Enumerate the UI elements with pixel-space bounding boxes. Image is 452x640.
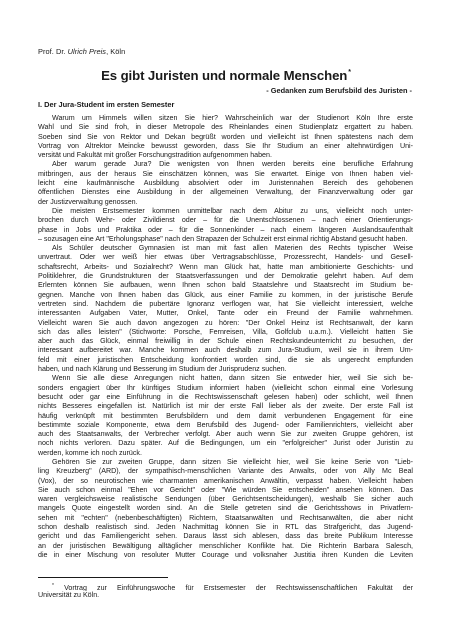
body-text [38,114,413,560]
text-line: Warum um Himmels willen sitzen Sie hier? Wahrscheinlich war der Studienort Köln Ihre erste [52,114,413,122]
text-line: vertreten sind. Nachdem die pubertäre Ignoranz verflogen war, hat Sie vielleicht interessiert, welche [38,299,413,308]
text-line: interessant aufbereitet war. Manche kommen auch deshalb zum Jura-Studium, weil sie in ihrem Um- [38,346,413,355]
footnote-line [38,582,413,591]
text-line: sonders engagiert über Ihr künftiges Studium informiert haben (vielleicht schon einmal eine Vorlesung [38,383,413,392]
title-footnote-mark: * [348,69,351,76]
text-line: (Vox), der so neurotischen wie charmanten amerikanischen Anwältin, verpasst haben. Vielleicht haben [38,476,413,485]
section-heading: I. Der Jura-Student im ersten Semester [38,100,175,109]
text-line: Vielleicht waren Sie auch davon angezogen zu hören: "Der Onkel Heinz ist Rechtsanwalt, der kann [38,318,413,327]
footnote-line: Universität zu Köln. [38,591,100,600]
text-line: nichts Besseres eingefallen ist. Natürlich ist mir der erste Fall lieber als der zweite. Der erste Fall ist [38,402,413,411]
text-line: unvertraut. Oder wer weiß hier etwas über Vertragsabschlüsse, Prozessrecht, Handels- und Gesell- [38,253,413,262]
footnote-divider [38,577,168,578]
text-line: brochen durch Wehr- oder Zivildienst oder – für die Unentschlossenen – nach einer Orientierungs- [38,216,413,225]
text-line: sich das alles leisten" (Stichworte: Porsche, Fernreisen, Villa, Golfclub u.a.m.). Vielleicht hatten Sie [38,327,413,336]
footnote [38,582,413,601]
footnote-text: Vortrag zur Einführungswoche für Erstsemester der Rechtswissenschaftlichen Fakultät der [64,584,413,592]
author-suffix: , Köln [106,47,126,56]
author-line [38,47,125,56]
text-line: Aber warum gerade Jura? Die wenigsten von Ihnen werden bereits eine berufliche Erfahrung [52,160,413,169]
text-line: Vortrag von Altrektor Meincke bewusst geworden, dass Sie Ihr Studium an einer altehrwürdigen Uni- [38,141,413,150]
text-line: feld mit einer juristischen Entscheidung konfrontiert worden sind, die sie als ungerecht empfunden [38,355,413,364]
author-name: Ulrich Preis [67,47,107,56]
text-line: schon deshalb realistisch sind. Jeden Nachmittag können Sie in RTL das Strafgericht, das Jugend- [38,523,413,532]
text-line: Sie auch schon einmal "Ehen vor Gericht" oder "Wie würden Sie entscheiden" ansehen können. Das [38,485,413,494]
text-line: versität und Fakultät mit großer Forschungstradition aufgenommen haben. [38,151,272,160]
text-line: ling Kreuzberg" (ARD), der sympathisch-menschlichen Variante des Anwalts, oder von Ally Mc Beal [38,467,413,476]
text-line: aber auch das Glück, einmal freiwillig in der Schule einen Rechtskundeunterricht zu besuchen, der [38,337,413,346]
text-line: Erlernten können Sie aufbauen, wenn Ihnen schon bald Staatslehre und Staatsrecht im Studium be- [38,281,413,290]
text-line: Die meisten Erstsemester kommen unmittelbar nach dem Abitur zu uns, vielleicht noch unter- [52,206,413,215]
text-line: noch nichts verloren. Dazu später. Auf die Bedingungen, um ein "erfolgreicher" Jurist oder Juristin zu [38,439,413,448]
text-line: werden, komme ich noch zurück. [38,448,142,457]
text-line: besucht oder gar eine Einführung in die Rechtswissenschaft gelesen haben) oder schlicht, weil Ihnen [38,392,413,401]
text-line: Wenn Sie alle diese Anregungen nicht hatten, dann sitzen Sie entweder hier, weil Sie sich be- [52,374,413,383]
text-line: Als Schüler deutscher Gymnasien ist man mit fast allen Materien des Rechts typischer Weise [52,244,413,253]
page-title [0,68,452,83]
text-line: der Justizverwaltung genossen. [38,197,138,206]
text-line: phase in Jobs und Praktika oder – für die Sonnenkinder – nach einem längeren Auslandsaufenthalt [38,225,413,234]
author-prefix: Prof. Dr. [38,47,68,56]
text-line: gericht und das Familiengericht sehen. Daraus lässt sich ablesen, dass das breite Publikum Interesse [38,532,413,541]
text-line: gegnen. Manche von Ihnen haben das Glück, aus einer Familie zu kommen, in der juristische Berufe [38,290,413,299]
text-line: Politiklehrer, die Grundstrukturen der Staatsverfassungen und der Demokratie gelehrt haben. Auf dem [38,272,413,281]
text-line: Gehören Sie zur zweiten Gruppe, dann sitzen Sie vielleicht hier, weil Sie keine Serie von "Lieb- [52,457,413,466]
text-line: haben, und nach Klärung und Besserung im Studium der Jurisprudenz suchen. [38,365,287,374]
text-line: sehen mit "echten" (nebenbeschäftigten) Richtern, Staatsanwälten und Rechtsanwälten, die aber nicht [38,513,413,522]
text-line: mitbringen, aus der heraus Sie einschätzen können, was Sie erwartet. Einige von Ihnen haben viel- [38,169,413,178]
text-line: auch des Staatsanwalts, der Verbrecher verfolgt. Aber auch wenn Sie zur zweiten Gruppe gehören, ist [38,430,413,439]
text-line: häufig verknüpft mit bestimmten Berufsbildern und dem damit verbundenen Engagement für eine [38,411,413,420]
text-line: bestimmte soziale Komponente, etwa dem Berufsbild des Jugend- oder Familienrichters, vielleicht aber [38,420,413,429]
text-line: schaftsrecht, Arbeits- und Sozialrecht? Wenn man Glück hat, hatte man ambitionierte Geschichts- und [38,262,413,271]
footnote-mark: * [52,583,54,589]
text-line: leicht eine kaufmännische Ausbildung absolviert oder im Juristennahen Bereich des gehobenen [38,179,413,188]
text-line: – sozusagen eine Art "Erholungsphase" nach den Strapazen der Schulzeit erst einmal richtig Abstand gesucht haben. [38,234,408,243]
text-line: Soeben sind Sie von Rektor und Dekan begrüßt worden und vielleicht ist Ihnen spätestens nach dem [38,132,413,141]
text-line: an der juristischen Bewältigung alltäglicher menschlicher Konflikte hat. Die Richterin Barbara Salesch, [38,541,413,550]
text-line: interessanten Aufgaben Vater, Mutter, Onkel, Tante oder ein Freund der Familie wahrnehmen. [38,309,413,318]
page-subtitle: - Gedanken zum Berufsbild des Juristen - [266,86,412,95]
text-line: mangels Quote eingestellt worden sind. An die Stelle getreten sind die Gerichtsshows in Privatfern- [38,504,413,513]
text-line: die in einer Mischung von resoluter Mutter Courage und volksnaher Justitia ihren Kunden die Leviten [38,550,413,559]
text-line: öffentlichen Dienstes eine Ausbildung in der allgemeinen Verwaltung, der Finanzverwaltung oder gar [38,188,413,197]
title-text: Es gibt Juristen und normale Menschen [101,68,348,83]
text-line: Wahl und Sie sind froh, in dieser Metropole des Rheinlandes einen Studienplatz ergattert zu haben. [38,123,413,132]
text-line: waren vergleichsweise realistische Sendungen (über Gerichtsentscheidungen), weshalb Sie sicher auch [38,495,413,504]
